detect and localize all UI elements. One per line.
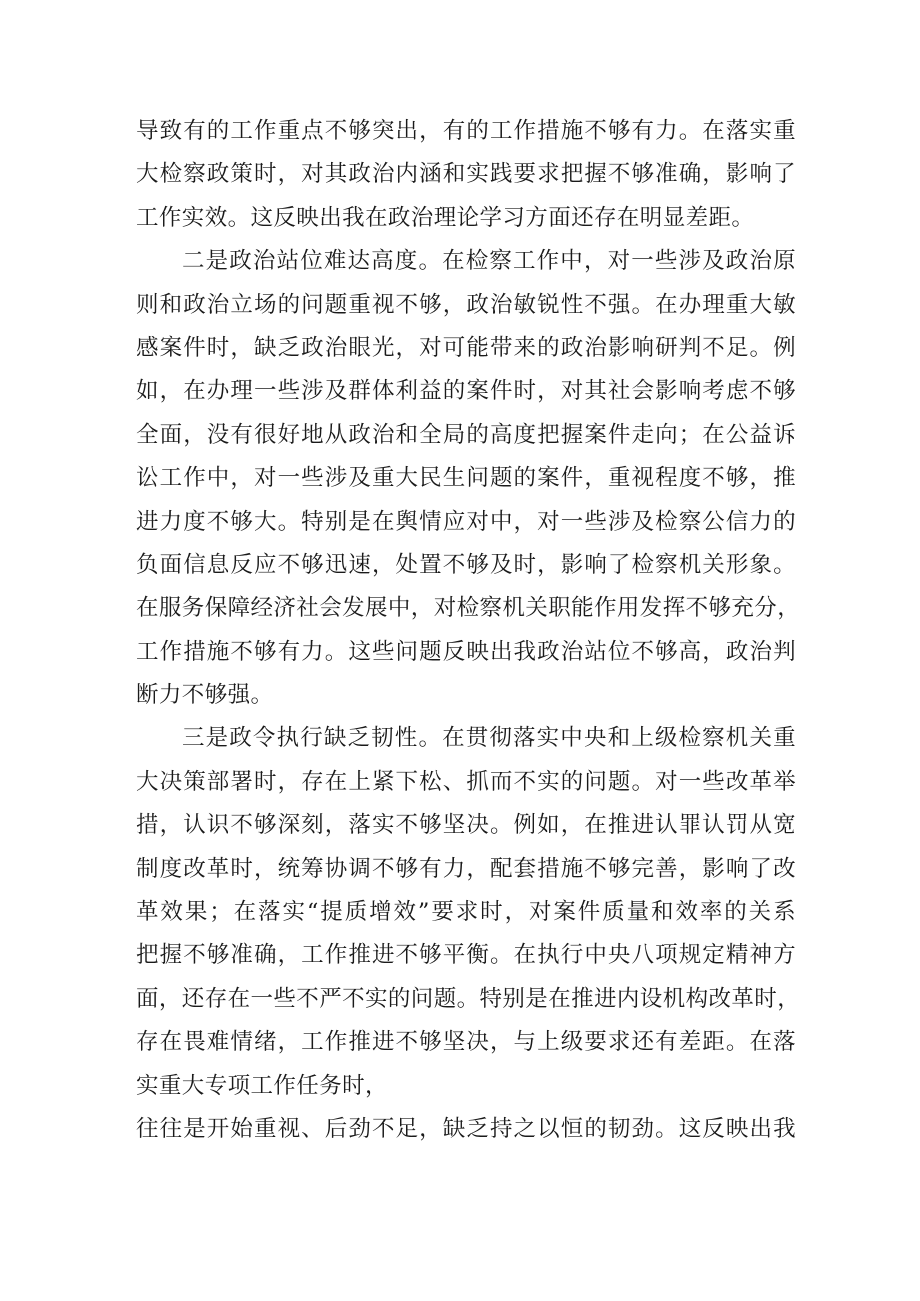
paragraph-heading-line: 二是政治站位难达高度。在检察工作中，对一些涉及政治原	[182, 248, 796, 275]
text-line: 实重大专项工作任务时，	[136, 1072, 388, 1099]
paragraph-heading-line: 三是政令执行缺乏韧性。在贯彻落实中央和上级检察机关重	[182, 725, 796, 752]
text-line: 存在畏难情绪，工作推进不够坚决，与上级要求还有差距。在落	[136, 1029, 796, 1056]
text-line: 制度改革时，统筹协调不够有力，配套措施不够完善，影响了改	[136, 855, 796, 882]
text-line: 全面，没有很好地从政治和全局的高度把握案件走向；在公益诉	[136, 421, 796, 448]
text-line: 大决策部署时，存在上紧下松、抓而不实的问题。对一些改革举	[136, 768, 796, 795]
text-line: 感案件时，缺乏政治眼光，对可能带来的政治影响研判不足。例	[136, 334, 796, 361]
text-line: 工作实效。这反映出我在政治理论学习方面还存在明显差距。	[136, 204, 755, 231]
text-line: 往往是开始重视、后劲不足，缺乏持之以恒的韧劲。这反映出我	[136, 1115, 796, 1142]
text-line: 工作措施不够有力。这些问题反映出我政治站位不够高，政治判	[136, 638, 796, 665]
text-line: 讼工作中，对一些涉及重大民生问题的案件，重视程度不够，推	[136, 465, 796, 492]
text-line: 把握不够准确，工作推进不够平衡。在执行中央八项规定精神方	[136, 942, 796, 969]
document-body	[136, 110, 801, 1151]
text-line: 断力不够强。	[136, 682, 274, 709]
text-line: 面，还存在一些不严不实的问题。特别是在推进内设机构改革时，	[136, 985, 801, 1012]
text-line: 负面信息反应不够迅速，处置不够及时，影响了检察机关形象。	[136, 551, 796, 578]
text-line: 措，认识不够深刻，落实不够坚决。例如，在推进认罪认罚从宽	[136, 812, 796, 839]
text-line: 则和政治立场的问题重视不够，政治敏锐性不强。在办理重大敏	[136, 291, 796, 318]
text-line: 如，在办理一些涉及群体利益的案件时，对其社会影响考虑不够	[136, 378, 796, 405]
text-line: 进力度不够大。特别是在舆情应对中，对一些涉及检察公信力的	[136, 508, 796, 535]
text-line: 在服务保障经济社会发展中，对检察机关职能作用发挥不够充分，	[136, 595, 801, 622]
text-line: 革效果；在落实“提质增效”要求时，对案件质量和效率的关系	[136, 899, 796, 926]
text-line: 导致有的工作重点不够突出，有的工作措施不够有力。在落实重	[136, 118, 796, 144]
text-line: 大检察政策时，对其政治内涵和实践要求把握不够准确，影响了	[136, 161, 796, 188]
